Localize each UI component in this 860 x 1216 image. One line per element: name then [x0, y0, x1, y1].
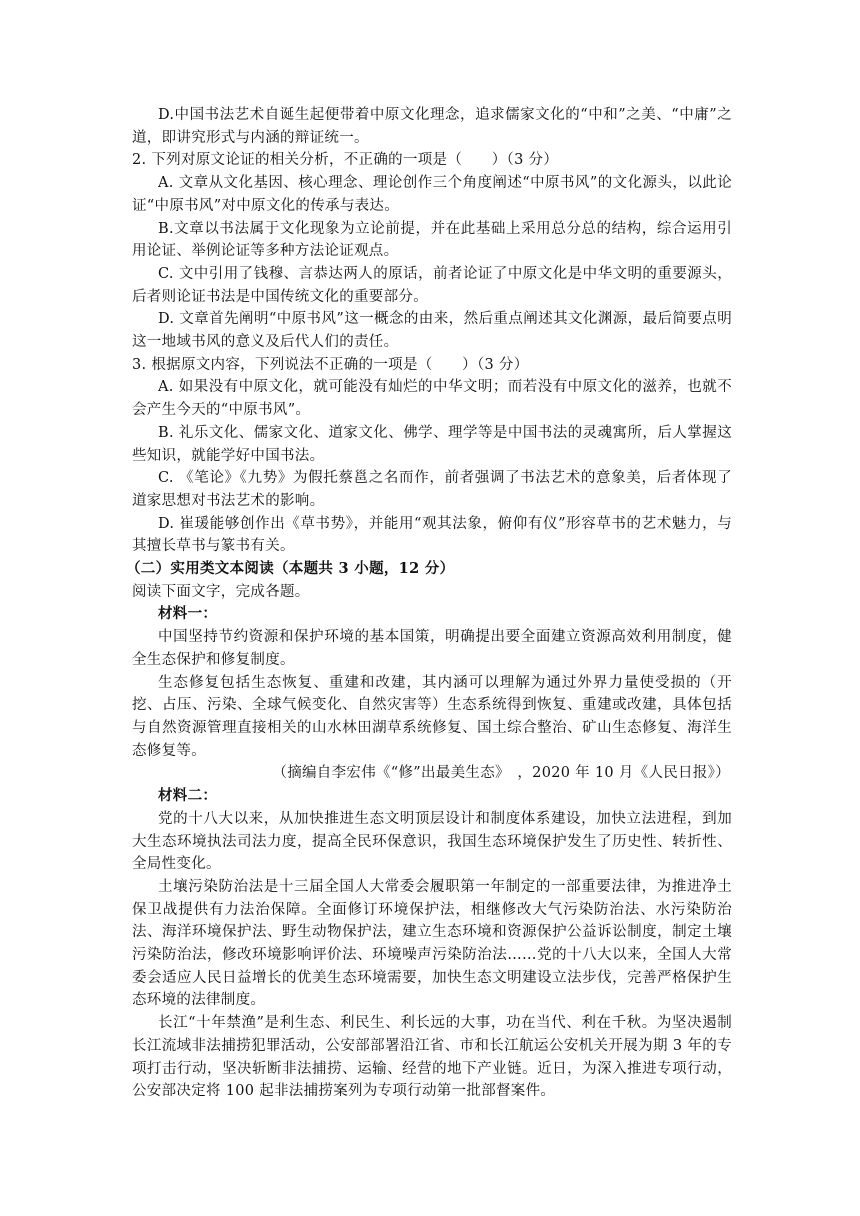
section-heading: （二）实用类文本阅读（本题共 3 小题，12 分）	[126, 560, 455, 578]
material-1-label: 材料一：	[158, 605, 218, 623]
document-page	[126, 104, 732, 1103]
material-2-paragraph-3: 长江“十年禁渔”是利生态、利民生、利长远的大事，功在当代、利在千秋。为坚决遏制长江流域非法捕捞犯罪活动，公安部部署沿江省、市和长江航运公安机关开展为期 3 年的专项打击行动，坚决斩断非法捕捞、运输、经营的地下产业链。近日，为深入推进专项行动，公安部决定将 100 起非法捕捞案列为专项行动第一批部督案件。	[132, 1015, 732, 1100]
q2-option-c: C. 文中引用了钱穆、言恭达两人的原话，前者论证了中原文化是中华文明的重要源头，后者则论证书法是中国传统文化的重要部分。	[132, 265, 732, 305]
material-2-label: 材料二：	[158, 787, 218, 805]
q3-option-a: A. 如果没有中原文化，就可能没有灿烂的中华文明；而若没有中原文化的滋养，也就不会产生今天的“中原书风”。	[132, 379, 732, 419]
reading-instruction: 阅读下面文字，完成各题。	[132, 583, 310, 600]
q2-option-a: A. 文章从文化基因、核心理念、理论创作三个角度阐述“中原书风”的文化源头，以此论证“中原书风”对中原文化的传承与表达。	[132, 175, 732, 214]
q3-option-b: B. 礼乐文化、儒家文化、道家文化、佛学、理学等是中国书法的灵魂寓所，后人掌握这些知识，就能学好中国书法。	[132, 424, 732, 464]
material-2-paragraph-1: 党的十八大以来，从加快推进生态文明顶层设计和制度体系建设，加快立法进程，到加大生态环境执法司法力度，提高全民环保意识，我国生态环境保护发生了历史性、转折性、全局性变化。	[132, 810, 732, 873]
q2-stem: 2. 下列对原文论证的相关分析，不正确的一项是（ ）（3 分）	[132, 152, 559, 169]
q2-option-b: B.文章以书法属于文化现象为立论前提，并在此基础上采用总分总的结构，综合运用引用论证、举例论证等多种方法论证观点。	[132, 220, 732, 260]
q1-option-d: D.中国书法艺术自诞生起便带着中原文化理念，追求儒家文化的“中和”之美、“中庸”之道，即讲究形式与内涵的辩证统一。	[132, 107, 732, 146]
q3-stem: 3. 根据原文内容，下列说法不正确的一项是（ ）（3 分）	[132, 356, 529, 373]
q3-option-d: D. 崔瑗能够创作出《草书势》，并能用“观其法象，俯仰有仪”形容草书的艺术魅力，与其擅长草书与篆书有关。	[132, 515, 732, 555]
material-1-paragraph-1: 中国坚持节约资源和保护环境的基本国策，明确提出要全面建立资源高效利用制度，健全生态保护和修复制度。	[132, 629, 732, 668]
material-1-paragraph-2: 生态修复包括生态恢复、重建和改建，其内涵可以理解为通过外界力量使受损的（开挖、占压、污染、全球气候变化、自然灾害等）生态系统得到恢复、重建或改建，具体包括与自然资源管理直接相关的山水林田湖草系统修复、国土综合整治、矿山生态修复、海洋生态修复等。	[132, 674, 732, 759]
q3-option-c: C. 《笔论》《九势》为假托蔡邕之名而作，前者强调了书法艺术的意象美，后者体现了道家思想对书法艺术的影响。	[132, 470, 732, 509]
q2-option-d: D. 文章首先阐明“中原书风”这一概念的由来，然后重点阐述其文化渊源，最后简要点明这一地域书风的意义及后代人们的责任。	[132, 311, 732, 351]
material-1-source: （摘编自李宏伟《“修”出最美生态》 ，2020 年 10 月《人民日报》）	[272, 765, 730, 782]
material-2-paragraph-2: 土壤污染防治法是十三届全国人大常委会履职第一年制定的一部重要法律，为推进净土保卫战提供有力法治保障。全面修订环境保护法，相继修改大气污染防治法、水污染防治法、海洋环境保护法、野生动物保护法，建立生态环境和资源保护公益诉讼制度，制定土壤污染防治法，修改环境影响评价法、环境噪声污染防治法……党的十八大以来，全国人大常委会适应人民日益增长的优美生态环境需要，加快生态文明建设立法步伐，完善严格保护生态环境的法律制度。	[132, 878, 732, 1009]
